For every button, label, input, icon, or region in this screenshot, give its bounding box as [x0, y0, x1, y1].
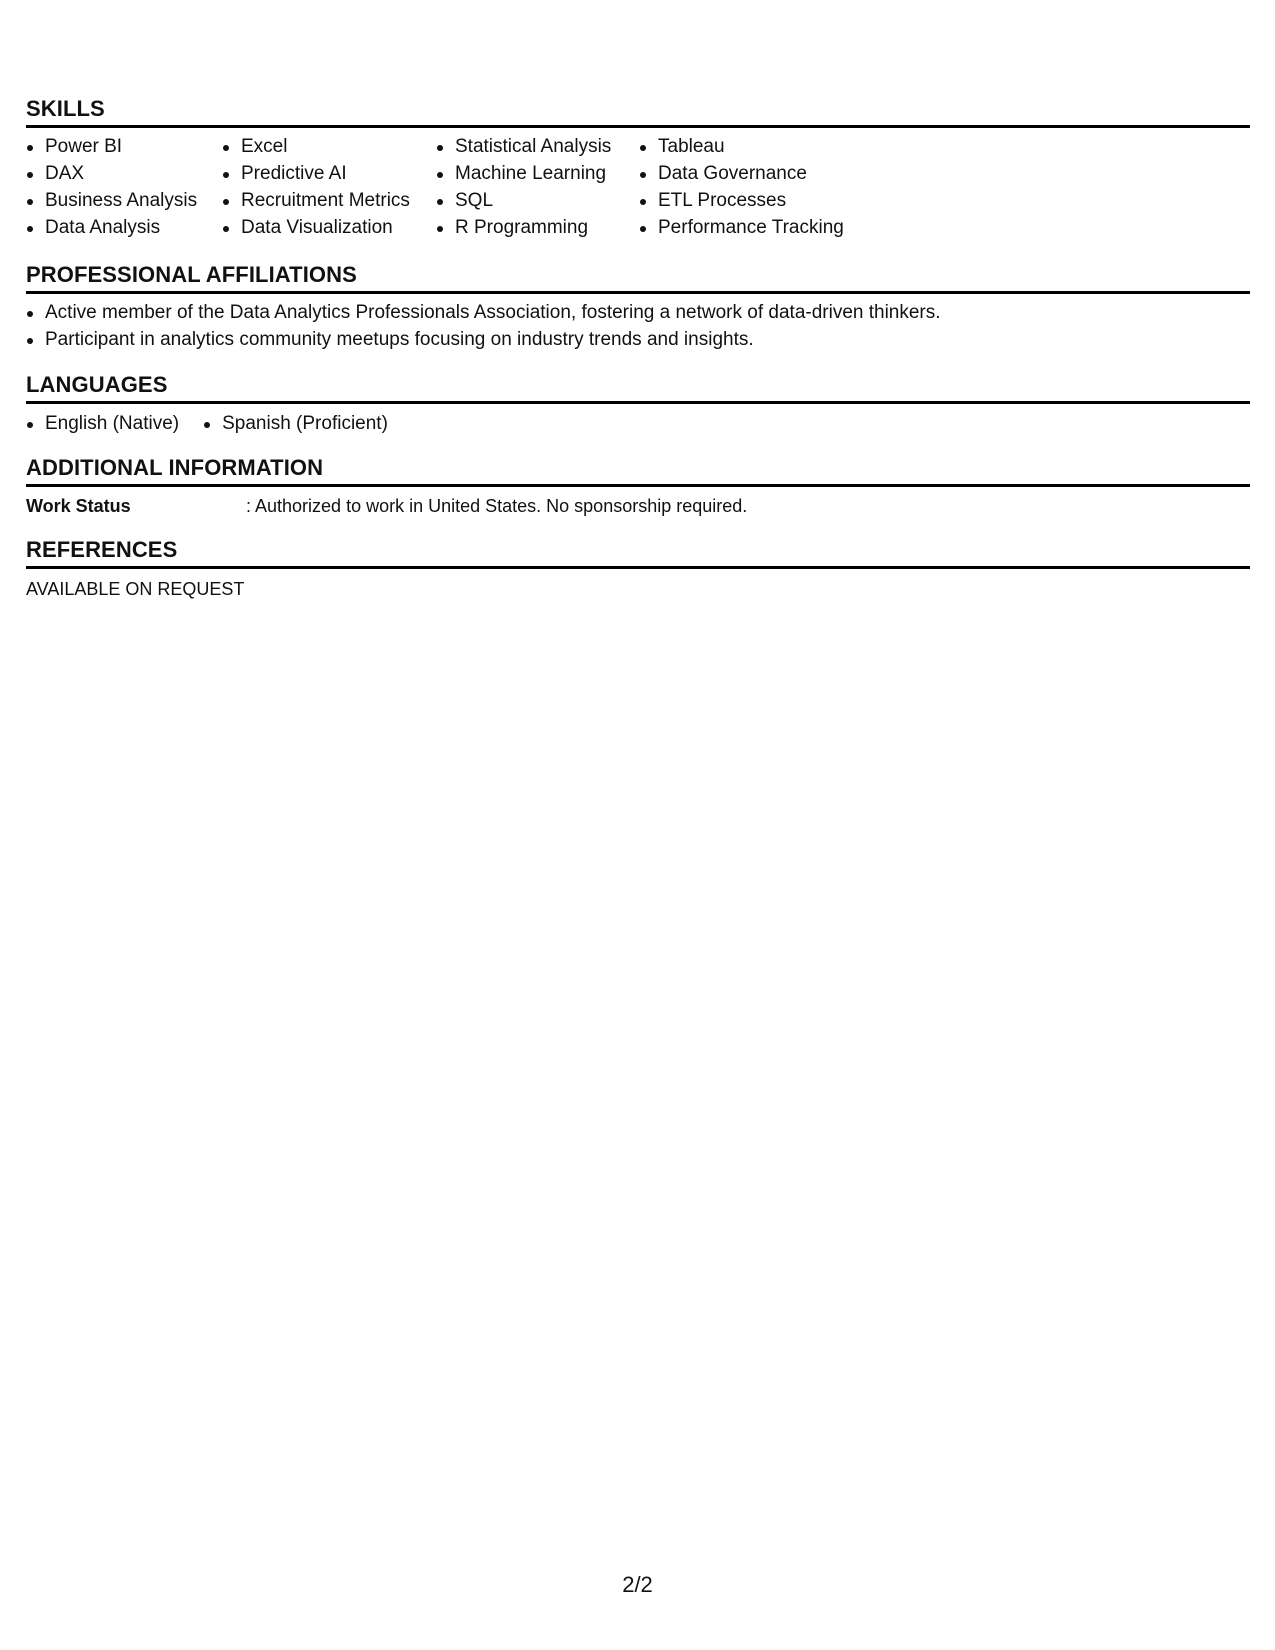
- skills-heading: SKILLS: [26, 96, 105, 121]
- additional-info-section: [26, 455, 1250, 519]
- skill-item: Statistical Analysis: [436, 133, 639, 160]
- skills-column-2: [222, 133, 436, 241]
- skill-item: Recruitment Metrics: [222, 187, 436, 214]
- affiliations-divider: [26, 291, 1250, 294]
- affiliations-list: [26, 299, 1250, 353]
- affiliations-heading: PROFESSIONAL AFFILIATIONS: [26, 262, 357, 287]
- skill-item: Predictive AI: [222, 160, 436, 187]
- affiliation-item: Active member of the Data Analytics Professionals Association, fostering a network of data-driven thinkers.: [26, 299, 1250, 326]
- languages-heading: LANGUAGES: [26, 372, 168, 397]
- affiliations-section: [26, 262, 1250, 353]
- additional-info-divider: [26, 484, 1250, 487]
- references-text: AVAILABLE ON REQUEST: [26, 579, 245, 599]
- skills-divider: [26, 125, 1250, 128]
- skills-section: [26, 96, 1250, 241]
- page-number: 2/2: [622, 1572, 653, 1597]
- languages-section: [26, 372, 1250, 437]
- references-section: [26, 537, 1250, 602]
- skill-item: Performance Tracking: [639, 214, 899, 241]
- language-item: English (Native): [26, 410, 179, 437]
- languages-list: [26, 410, 1250, 437]
- skills-grid: [26, 133, 1250, 241]
- skills-column-3: [436, 133, 639, 241]
- skill-item: Machine Learning: [436, 160, 639, 187]
- languages-divider: [26, 401, 1250, 404]
- additional-info-heading: ADDITIONAL INFORMATION: [26, 455, 324, 480]
- work-status-label: Work Status: [26, 496, 131, 516]
- skill-item: DAX: [26, 160, 222, 187]
- skill-item: R Programming: [436, 214, 639, 241]
- work-status-value: : Authorized to work in United States. No sponsorship required.: [246, 496, 748, 516]
- skill-item: Tableau: [639, 133, 899, 160]
- skills-column-4: [639, 133, 899, 241]
- skill-item: Data Analysis: [26, 214, 222, 241]
- skill-item: Power BI: [26, 133, 222, 160]
- skill-item: Business Analysis: [26, 187, 222, 214]
- language-item: Spanish (Proficient): [203, 410, 388, 437]
- skill-item: ETL Processes: [639, 187, 899, 214]
- skill-item: SQL: [436, 187, 639, 214]
- affiliation-item: Participant in analytics community meetups focusing on industry trends and insights.: [26, 326, 1250, 353]
- references-divider: [26, 566, 1250, 569]
- skill-item: Data Visualization: [222, 214, 436, 241]
- skills-column-1: [26, 133, 222, 241]
- references-heading: REFERENCES: [26, 537, 178, 562]
- skill-item: Data Governance: [639, 160, 899, 187]
- skill-item: Excel: [222, 133, 436, 160]
- work-status-row: [26, 493, 1250, 519]
